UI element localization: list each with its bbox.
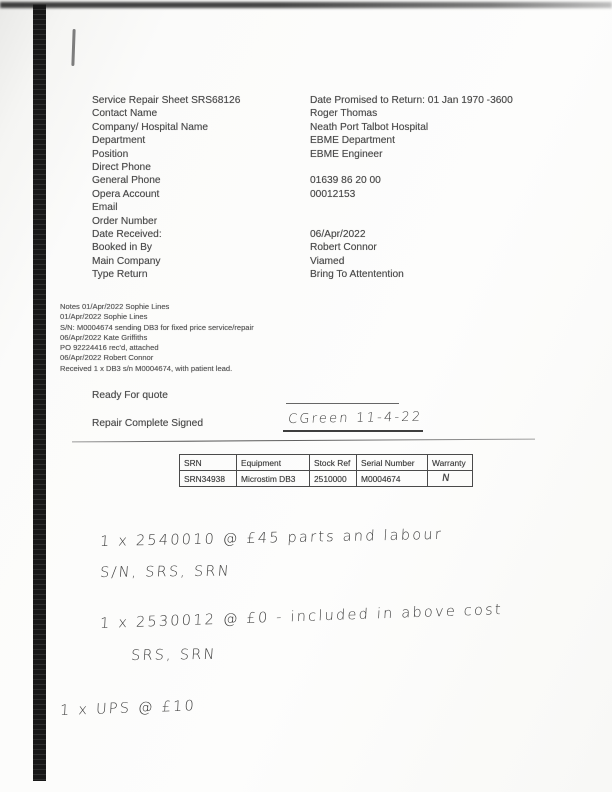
detail-row — [92, 122, 562, 135]
note-line: Received 1 x DB3 s/n M0004674, with patient lead. — [60, 363, 233, 373]
cell-equipment: Microstim DB3 — [237, 471, 310, 487]
detail-label: Direct Phone — [92, 161, 151, 173]
handwritten-note: SRS, SRN — [130, 646, 218, 664]
detail-row — [92, 149, 562, 162]
detail-value: Bring To Attentention — [310, 269, 404, 281]
detail-row — [92, 202, 562, 215]
detail-label: Main Company — [92, 255, 161, 267]
cell-serial-number: M0004674 — [357, 471, 428, 487]
note-line: 01/Apr/2022 Sophie Lines — [60, 312, 148, 322]
detail-label: Position — [92, 148, 129, 160]
detail-value: 00012153 — [310, 188, 356, 200]
note-line: PO 92224416 rec'd, attached — [60, 343, 159, 353]
notes-block — [60, 302, 254, 374]
table-row — [180, 471, 473, 487]
detail-label: Department — [92, 135, 146, 147]
date-promised: Date Promised to Return: 01 Jan 1970 -3600 — [310, 95, 513, 106]
detail-label: Company/ Hospital Name — [92, 121, 209, 133]
header-equipment: Equipment — [237, 455, 310, 471]
cell-stock-ref: 2510000 — [310, 471, 357, 487]
detail-label: Order Number — [92, 215, 158, 227]
detail-row — [92, 269, 562, 282]
cell-warranty — [428, 471, 473, 487]
repair-complete-label: Repair Complete Signed — [92, 418, 203, 429]
note-line: Notes 01/Apr/2022 Sophie Lines — [60, 302, 170, 311]
detail-label: Booked in By — [92, 242, 153, 254]
detail-label: Date Received: — [92, 228, 162, 240]
repair-signature-line — [283, 430, 423, 432]
scanner-edge-strip — [33, 4, 46, 781]
page-title: Service Repair Sheet SRS68126 — [92, 95, 241, 106]
note-line: S/N: M0004674 sending DB3 for fixed price service/repair — [60, 322, 254, 332]
warranty-handwritten-mark: N — [441, 473, 452, 484]
detail-value: EBME Department — [310, 135, 395, 147]
detail-row — [92, 256, 562, 269]
detail-label: Email — [92, 202, 118, 214]
detail-label: Opera Account — [92, 188, 160, 200]
signature-handwritten: CGreen 11-4-22 — [287, 409, 424, 427]
detail-row — [92, 242, 562, 255]
detail-row — [92, 216, 562, 229]
detail-value: 01639 86 20 00 — [310, 175, 381, 187]
table-header-row — [180, 455, 473, 471]
detail-value: Viamed — [310, 255, 345, 267]
details-block — [92, 95, 562, 282]
cell-srn: SRN34938 — [180, 471, 237, 487]
header-srn: SRN — [180, 455, 237, 471]
scan-top-streak — [0, 2, 612, 8]
header-warranty: Warranty — [428, 455, 473, 471]
detail-value: Robert Connor — [310, 242, 377, 254]
detail-row — [92, 175, 562, 188]
pen-mark — [71, 29, 75, 66]
detail-label: General Phone — [92, 175, 161, 187]
divider-line — [72, 439, 535, 443]
detail-row — [92, 108, 562, 121]
detail-value: Neath Port Talbot Hospital — [310, 121, 429, 133]
header-stock-ref: Stock Ref — [310, 455, 357, 471]
handwritten-note: S/N, SRS, SRN — [99, 563, 232, 581]
detail-label: Contact Name — [92, 108, 158, 120]
handwritten-note: 1 x 2540010 @ £45 parts and labour — [99, 526, 444, 550]
detail-row — [92, 229, 562, 242]
title-row — [92, 95, 562, 108]
detail-label: Type Return — [92, 269, 148, 281]
handwritten-note: 1 x UPS @ £10 — [59, 698, 197, 719]
ready-for-quote-label: Ready For quote — [92, 390, 168, 401]
note-line: 06/Apr/2022 Robert Connor — [60, 353, 154, 363]
detail-value: EBME Engineer — [310, 148, 383, 160]
detail-row — [92, 135, 562, 148]
handwritten-note: 1 x 2530012 @ £0 - included in above cost — [99, 601, 504, 632]
header-serial-number: Serial Number — [357, 455, 428, 471]
detail-row — [92, 189, 562, 202]
detail-value: Roger Thomas — [310, 108, 378, 120]
quote-signature-line — [286, 403, 399, 404]
note-line: 06/Apr/2022 Kate Griffiths — [60, 332, 148, 342]
detail-value: 06/Apr/2022 — [310, 228, 366, 240]
equipment-table — [179, 454, 473, 487]
detail-row — [92, 162, 562, 175]
